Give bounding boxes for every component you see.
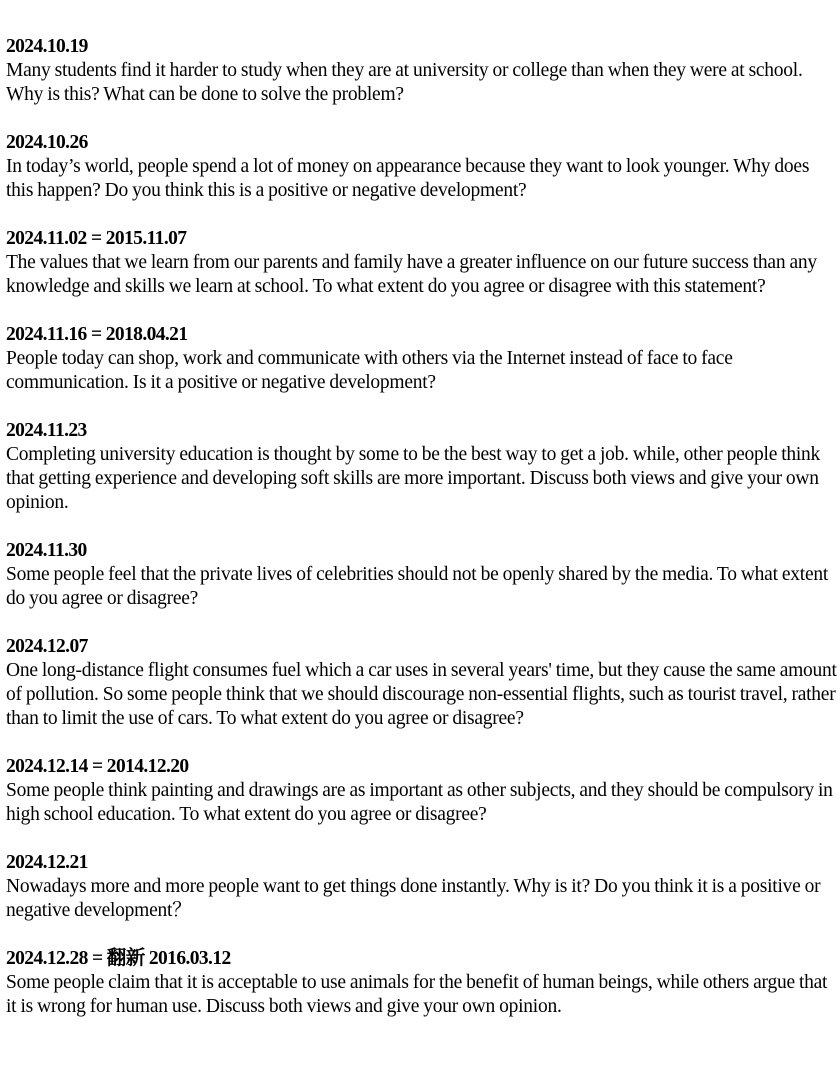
essay-question: Some people feel that the private lives of celebrities should not be openly shared by the media. To what extent do you agree or disagree?: [6, 564, 829, 609]
essay-question: Some people think painting and drawings are as important as other subjects, and they should be compulsory in high school education. To what extent do you agree or disagree?: [6, 780, 833, 825]
essay-question: Nowadays more and more people want to get things done instantly. Why is it? Do you think it is a positive or negative development？: [6, 876, 821, 921]
topic-entry: [6, 35, 838, 107]
essay-question: One long-distance flight consumes fuel which a car uses in several years' time, but they cause the same amount of pollution. So some people think that we should discourage non-essential flights, such as tourist travel, rather than to limit the use of cars. To what extent do you agree or disagree?: [6, 660, 837, 729]
exam-date: 2024.11.16 = 2018.04.21: [6, 324, 188, 345]
essay-topic-list: [6, 35, 838, 1043]
topic-entry: [6, 851, 838, 923]
exam-date: 2024.12.14 = 2014.12.20: [6, 756, 189, 777]
topic-entry: [6, 227, 838, 299]
exam-date: 2024.11.23: [6, 420, 87, 441]
essay-question: The values that we learn from our parents and family have a greater influence on our future success than any knowledge and skills we learn at school. To what extent do you agree or disagree with this statement?: [6, 252, 817, 297]
exam-date: 2024.12.21: [6, 852, 88, 873]
exam-date: 2024.11.02 = 2015.11.07: [6, 228, 187, 249]
essay-question: In today’s world, people spend a lot of money on appearance because they want to look younger. Why does this happen? Do you think this is a positive or negative development?: [6, 156, 810, 201]
exam-date: 2024.11.30: [6, 540, 87, 561]
essay-question: Many students find it harder to study when they are at university or college than when they were at school. Why is this? What can be done to solve the problem?: [6, 60, 803, 105]
exam-date: 2024.12.28 = 翻新 2016.03.12: [6, 948, 231, 969]
exam-date: 2024.12.07: [6, 636, 88, 657]
topic-entry: [6, 947, 838, 1019]
exam-date: 2024.10.19: [6, 36, 88, 57]
topic-entry: [6, 131, 838, 203]
essay-question: Completing university education is thought by some to be the best way to get a job. while, other people think that getting experience and developing soft skills are more important. Discuss both views and give your own opinion.: [6, 444, 821, 513]
exam-date: 2024.10.26: [6, 132, 88, 153]
essay-question: People today can shop, work and communicate with others via the Internet instead of face to face communication. Is it a positive or negative development?: [6, 348, 733, 393]
topic-entry: [6, 755, 838, 827]
topic-entry: [6, 635, 838, 731]
topic-entry: [6, 419, 838, 515]
topic-entry: [6, 323, 838, 395]
essay-question: Some people claim that it is acceptable to use animals for the benefit of human beings, while others argue that it is wrong for human use. Discuss both views and give your own opinion.: [6, 972, 828, 1017]
topic-entry: [6, 539, 838, 611]
